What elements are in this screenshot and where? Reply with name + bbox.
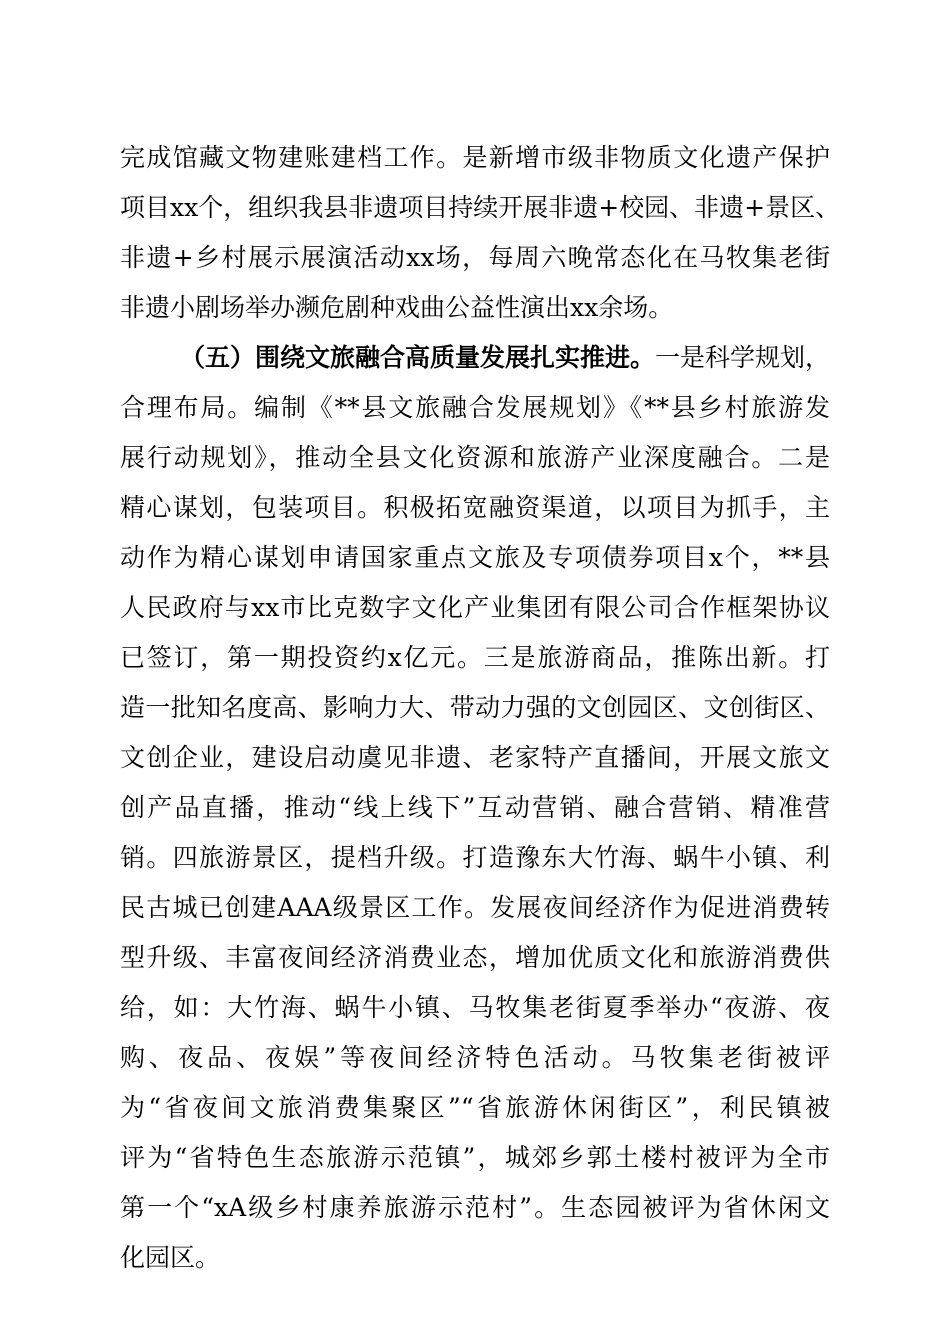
text-line: 非遗小剧场举办濒危剧种戏曲公益性演出xx余场。: [120, 293, 674, 322]
text-line: 购、夜品、夜娱”等夜间经济特色活动。马牧集老街被评: [120, 1043, 830, 1072]
text-line: 民古城已创建AAA级景区工作。发展夜间经济作为促进消费转: [120, 893, 830, 922]
section-heading: （五）围绕文旅融合高质量发展扎实推进。: [180, 343, 656, 372]
text-line: 第一个“xA级乡村康养旅游示范村”。生态园被评为省休闲文: [120, 1193, 830, 1222]
text-line: 给，如：大竹海、蜗牛小镇、马牧集老街夏季举办“夜游、夜: [120, 993, 830, 1022]
text-line: 化园区。: [120, 1243, 221, 1272]
text-line: 已签订，第一期投资约x亿元。三是旅游商品，推陈出新。打: [120, 643, 830, 672]
text-line: 非遗+乡村展示展演活动xx场，每周六晚常态化在马牧集老街: [120, 243, 830, 272]
text-line: 人民政府与xx市比克数字文化产业集团有限公司合作框架协议: [120, 593, 830, 622]
text-line: 评为“省特色生态旅游示范镇”，城郊乡郭土楼村被评为全市: [120, 1143, 830, 1172]
heading-line-rest: 一是科学规划，: [655, 343, 831, 372]
text-line: 创产品直播，推动“线上线下”互动营销、融合营销、精准营: [120, 793, 830, 822]
text-line: 项目xx个，组织我县非遗项目持续开展非遗+校园、非遗+景区、: [120, 193, 841, 222]
text-line: 文创企业，建设启动虞见非遗、老家特产直播间，开展文旅文: [120, 743, 830, 772]
text-line: 动作为精心谋划申请国家重点文旅及专项债券项目x个，**县: [120, 543, 830, 572]
section-heading-line: [180, 343, 830, 373]
text-line: 精心谋划，包装项目。积极拓宽融资渠道，以项目为抓手，主: [120, 493, 830, 522]
text-line: 合理布局。编制《**县文旅融合发展规划》《**县乡村旅游发: [120, 393, 830, 422]
text-line: 为“省夜间文旅消费集聚区”“省旅游休闲街区”，利民镇被: [120, 1093, 830, 1122]
text-line: 型升级、丰富夜间经济消费业态，增加优质文化和旅游消费供: [120, 943, 830, 972]
text-line: 销。四旅游景区，提档升级。打造豫东大竹海、蜗牛小镇、利: [120, 843, 830, 872]
text-line: 造一批知名度高、影响力大、带动力强的文创园区、文创街区、: [120, 693, 830, 722]
text-line: 完成馆藏文物建账建档工作。是新增市级非物质文化遗产保护: [120, 143, 830, 172]
text-line: 展行动规划》，推动全县文化资源和旅游产业深度融合。二是: [120, 443, 830, 472]
